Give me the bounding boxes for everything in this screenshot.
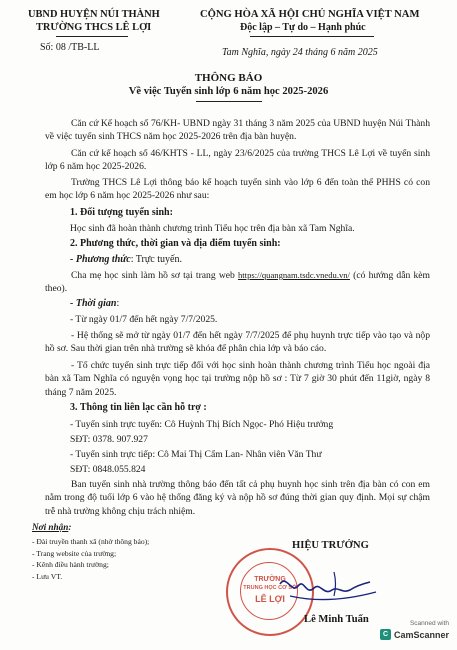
doc-title: THÔNG BÁO [194,72,263,84]
paragraph-system-open: - Hệ thống sẽ mở từ ngày 01/7 đến hết ngày 7/7/2025 để phụ huynh trực tiếp vào tạo và nộp hồ sơ. Sau thời gian trên nhà trường sẽ khóa để phân chia lớp và báo cáo. [45,330,430,355]
header-nation-line2: Độc lập – Tự do – Hạnh phúc [240,22,366,33]
recipient-item: - Kênh điều hành trường; [32,560,109,569]
stamp-line2: TRUNG HỌC CƠ SỞ [243,585,297,591]
paragraph-eligibility: Học sinh đã hoàn thành chương trình Tiểu học trên địa bàn xã Tam Nghĩa. [70,223,355,234]
paragraph-announcement: Trường THCS Lê Lợi thông báo kế hoạch tuyển sinh vào lớp 6 đến toàn thể PHHS có con em học lớp 6 năm học 2025-2026 như sau: [45,177,430,202]
contact-direct: - Tuyển sinh trực tiếp: Cô Mai Thị Cẩm Lan- Nhân viên Văn Thư [70,449,322,460]
header-org-line1: UBND HUYỆN NÚI THÀNH [28,9,160,20]
recipient-item: - Trang website của trường; [32,548,117,558]
recipient-item: - Đài truyền thanh xã (nhờ thông báo); [32,537,150,546]
scanner-caption: Scanned with [409,620,449,627]
header-nation-line1: CỘNG HÒA XÃ HỘI CHỦ NGHĨA VIỆT NAM [200,9,420,20]
recipients-list [32,536,149,582]
recipient-item: - Lưu VT. [32,571,63,581]
method-value: : Trực tuyến. [130,254,182,265]
recipients-label: Nơi nhận: [32,522,72,532]
subject-underline [196,101,262,102]
header-org-line2: TRƯỜNG THCS LÊ LỢI [36,22,152,33]
scanner-brand: CamScanner [393,629,449,640]
camscanner-icon: C [380,629,391,640]
doc-subject: Về việc Tuyển sinh lớp 6 năm học 2025-2026 [128,86,329,97]
section-heading-2: 2. Phương thức, thời gian và địa điểm tuyển sinh: [70,238,281,249]
stamp-line1: TRƯỜNG [254,576,286,583]
contact-direct-phone: SĐT: 0848.055.824 [70,464,146,475]
time-colon: : [116,298,120,309]
header-org-underline [56,36,128,37]
doc-number: Số: 08 /TB-LL [40,42,100,53]
contact-online-phone: SĐT: 0378. 907.927 [70,434,148,445]
section-heading-1: 1. Đối tượng tuyển sinh: [70,207,173,218]
scanner-brand-row [380,629,449,640]
scanner-watermark [380,620,449,640]
place-date: Tam Nghĩa, ngày 24 tháng 6 năm 2025 [222,47,378,58]
method-line [70,254,182,265]
stamp-line3: LÊ LỢI [255,594,285,604]
paragraph-website [45,269,430,296]
time-line [70,298,119,309]
paragraph-basis-2: Căn cứ kế hoạch số 46/KHTS - LL, ngày 23/6/2025 của trường THCS Lê Lợi về tuyển sinh lớp 6 năm học 2025-2026. [45,148,430,173]
recipients-label-text: Nơi nhận [32,522,69,532]
signature-role: HIỆU TRƯỞNG [292,540,369,551]
website-link[interactable]: https://quangnam.tsdc.vnedu.vn/ [238,270,350,280]
section-heading-3: 3. Thông tin liên lạc cần hỗ trợ : [70,402,207,413]
signer-name: Lê Minh Tuấn [304,614,369,625]
website-text-post: (có hướng dẫn kèm theo). [45,270,430,295]
method-label: - Phương thức [70,254,131,265]
paragraph-closing: Ban tuyển sinh nhà trường thông báo đến tất cả phụ huynh học sinh trên địa bàn có con em nằm trong độ tuổi lớp 6 vào hệ thống đăng ký và nộp hồ sơ đúng thời gian quy định. Mọi sự chậm trễ nhà trường không chịu trách nhiệm. [45,479,430,517]
contact-online: - Tuyển sinh trực tuyến: Cô Huỳnh Thị Bích Ngọc- Phó Hiệu trưởng [70,419,334,430]
paragraph-basis-1: Căn cứ Kế hoạch số 76/KH- UBND ngày 31 tháng 3 năm 2025 của UBND huyện Núi Thành về việc tuyển sinh THCS năm học 2025-2026 trên địa bàn huyện. [45,118,430,143]
website-text-pre: Cha mẹ học sinh làm hồ sơ tại trang web [71,270,238,281]
paragraph-direct-enrollment: - Tổ chức tuyển sinh trực tiếp đối với học sinh hoàn thành chương trình Tiểu học ngoài địa bàn xã Tam Nghĩa có nguyện vọng học tại trường nộp hồ sơ : Từ 7 giờ 30 phút đến 11giờ, ngày 8 tháng 7 năm 2025. [45,360,430,398]
handwritten-signature [276,566,386,608]
time-label: - Thời gian [70,298,117,309]
header-nation-underline [250,36,374,37]
paragraph-time-range: - Từ ngày 01/7 đến hết ngày 7/7/2025. [70,314,218,325]
